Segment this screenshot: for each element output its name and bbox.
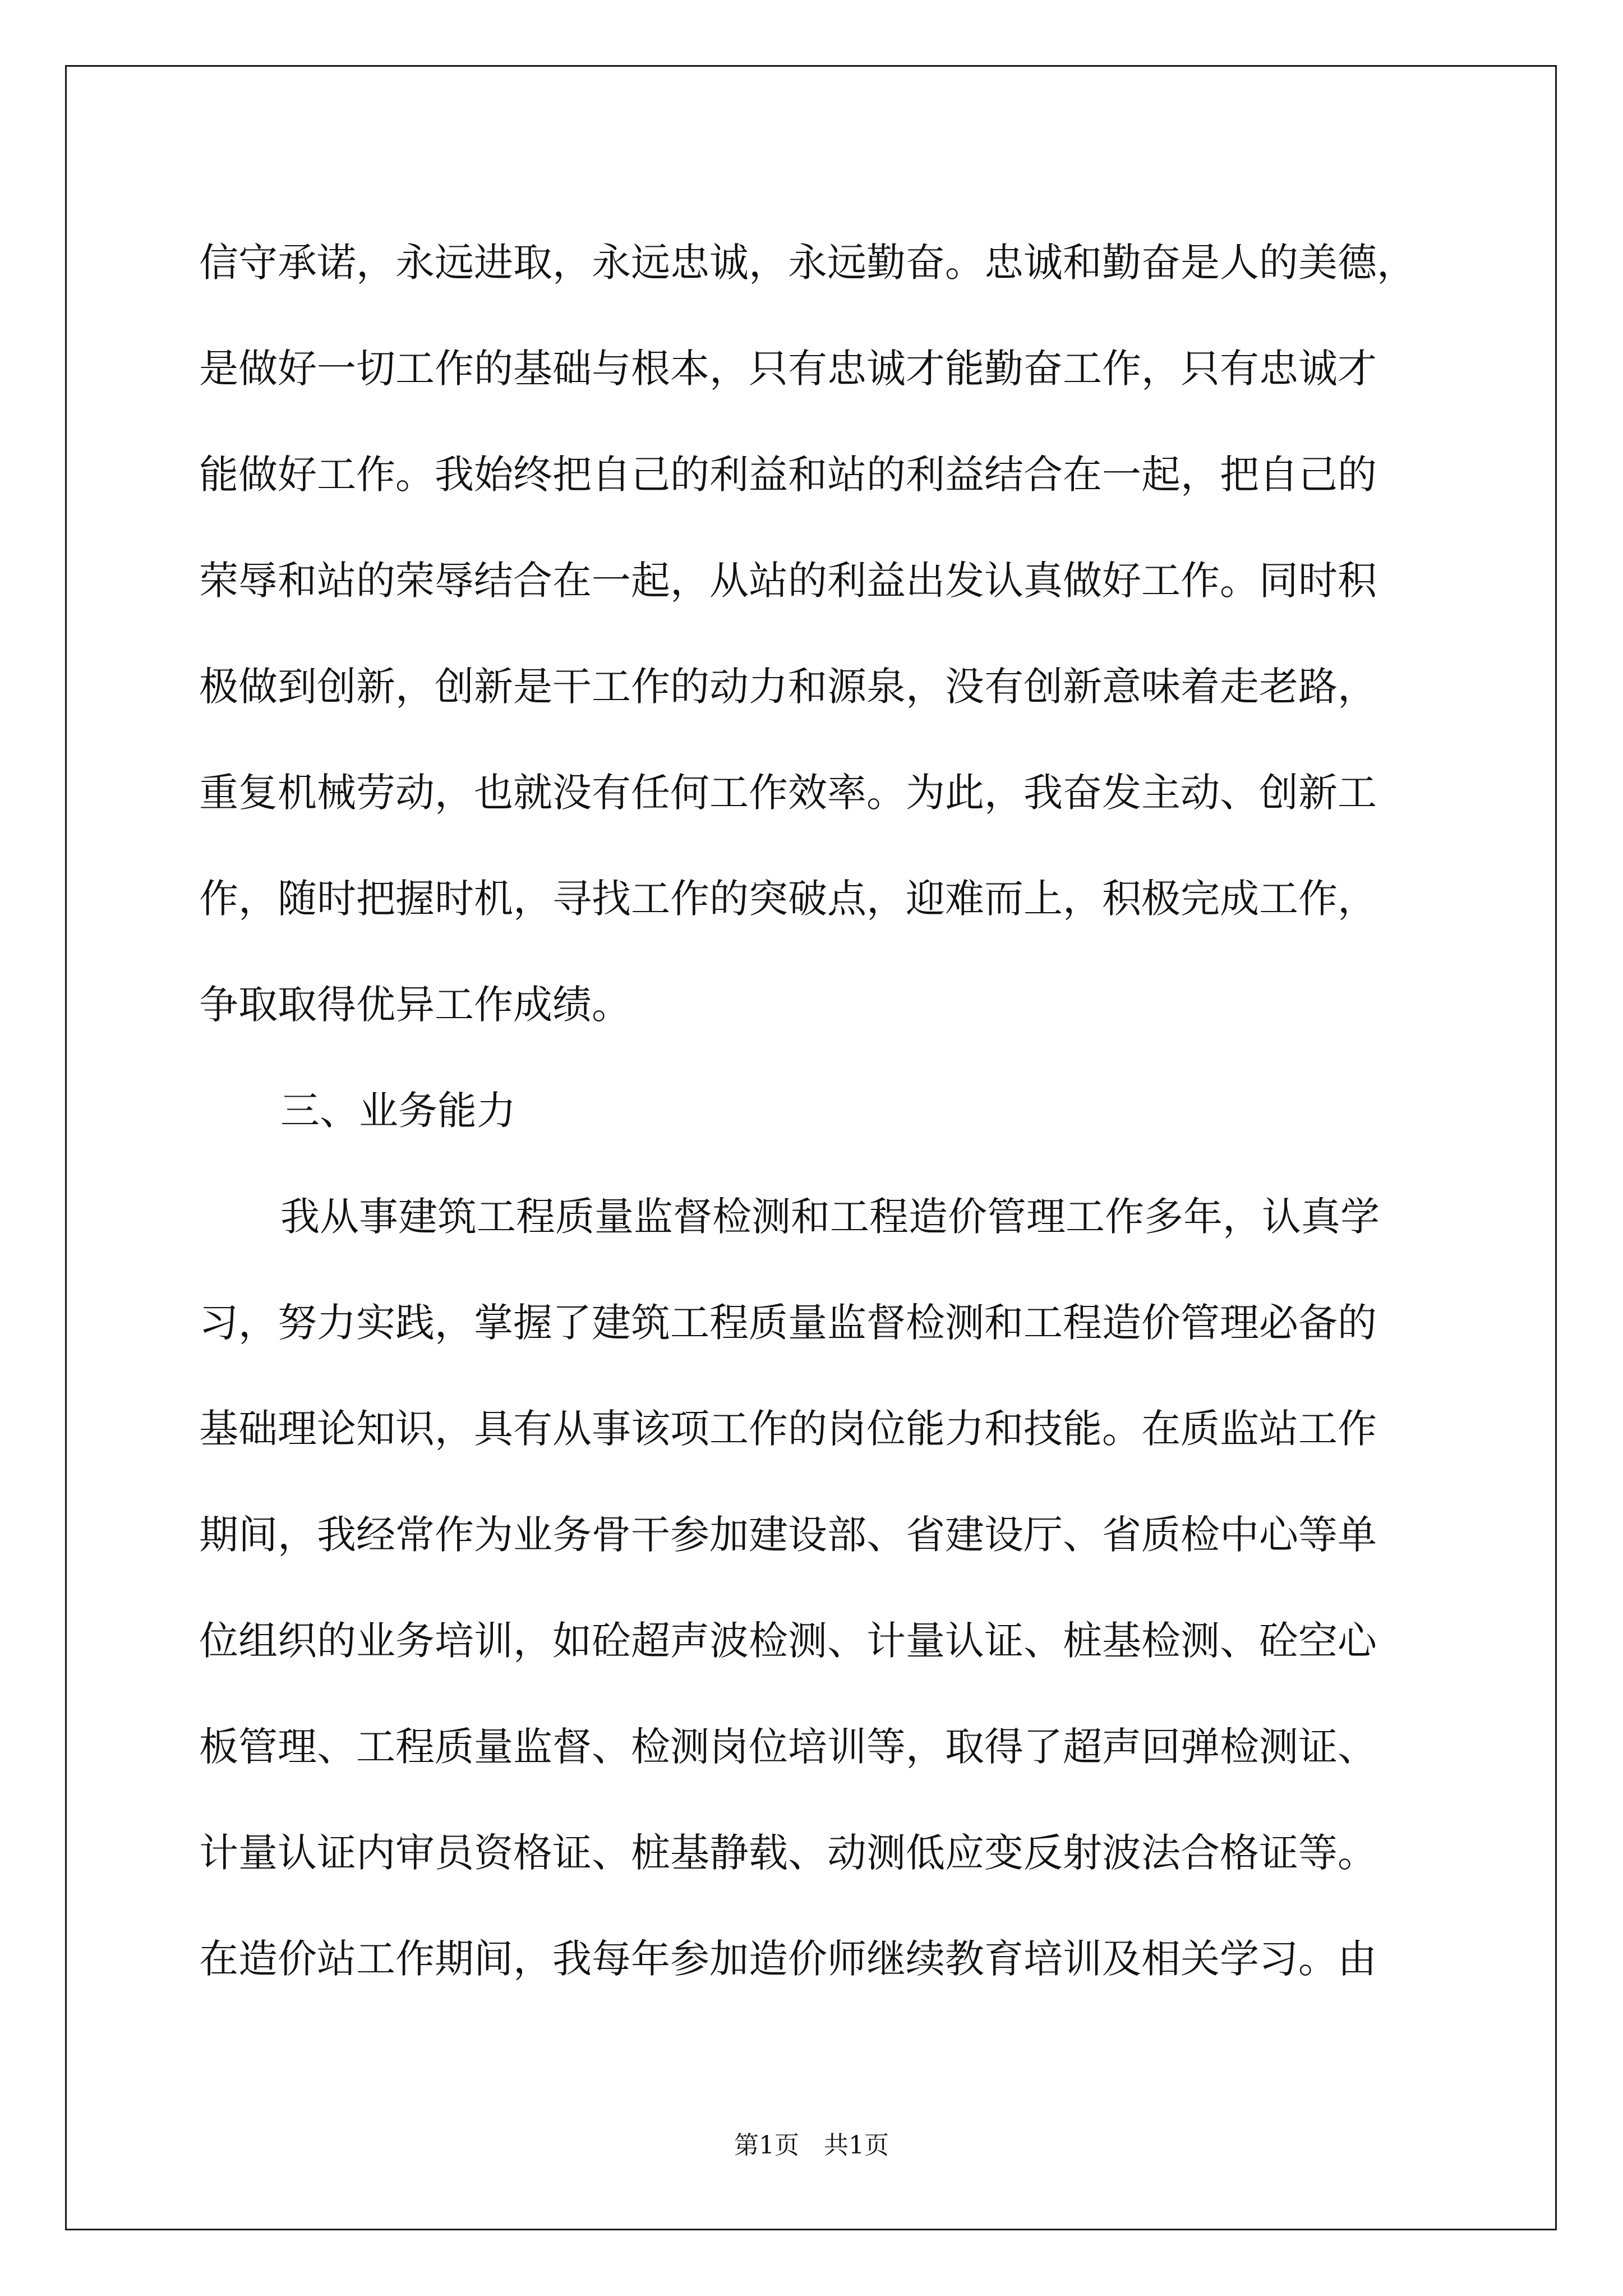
text-line: 能做好工作。我始终把自己的利益和站的利益结合在一起，把自己的 [199,452,1377,498]
text-line: 作，随时把握时机，寻找工作的突破点，迎难而上，积极完成工作， [199,876,1377,922]
section-heading: 三、业务能力 [280,1088,516,1134]
text-line: 计量认证内审员资格证、桩基静载、动测低应变反射波法合格证等。 [199,1830,1377,1876]
text-line: 基础理论知识，具有从事该项工作的岗位能力和技能。在质监站工作 [199,1406,1377,1452]
text-line: 板管理、工程质量监督、检测岗位培训等，取得了超声回弹检测证、 [199,1724,1377,1770]
text-line: 重复机械劳动，也就没有任何工作效率。为此，我奋发主动、创新工 [199,770,1377,816]
text-line: 是做好一切工作的基础与根本，只有忠诚才能勤奋工作，只有忠诚才 [199,346,1377,392]
text-line: 期间，我经常作为业务骨干参加建设部、省建设厅、省质检中心等单 [199,1512,1377,1558]
text-line: 位组织的业务培训，如砼超声波检测、计量认证、桩基检测、砼空心 [199,1618,1377,1664]
text-line: 极做到创新，创新是干工作的动力和源泉，没有创新意味着走老路， [199,664,1377,710]
text-line: 信守承诺，永远进取，永远忠诚，永远勤奋。忠诚和勤奋是人的美德， [199,240,1416,286]
text-line: 荣辱和站的荣辱结合在一起，从站的利益出发认真做好工作。同时积 [199,558,1377,604]
text-line: 在造价站工作期间，我每年参加造价师继续教育培训及相关学习。由 [199,1936,1377,1982]
text-line: 争取取得优异工作成绩。 [199,982,631,1028]
page-footer: 第1页 共1页 [734,2131,889,2160]
document-body [199,210,1433,2012]
text-line: 我从事建筑工程质量监督检测和工程造价管理工作多年，认真学 [280,1194,1380,1240]
text-line: 习，努力实践，掌握了建筑工程质量监督检测和工程造价管理必备的 [199,1300,1377,1346]
